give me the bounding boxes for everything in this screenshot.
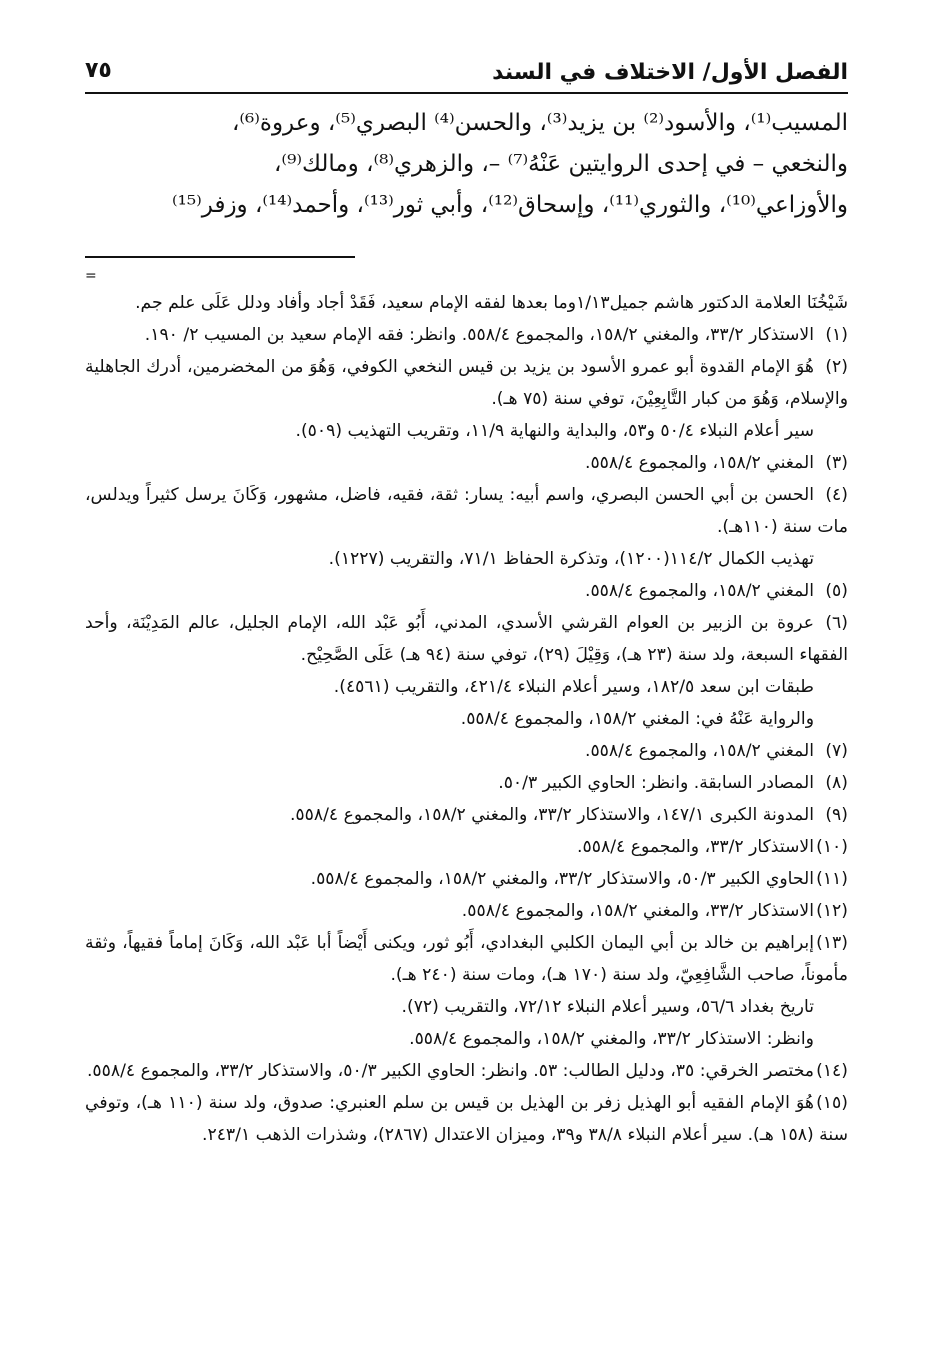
footnote-reference: تاريخ بغداد ٥٦/٦، وسير أعلام النبلاء ٧٢/١٢، والتقريب (٧٢).: [401, 997, 814, 1017]
footnote-reference: والرواية عَنْهُ في: المغني ١٥٨/٢، والمجموع ٥٥٨/٤.: [460, 709, 814, 729]
footnote-number: (٦): [825, 613, 848, 633]
main-text: [85, 103, 848, 226]
footnote-number: (١٣): [816, 933, 848, 953]
footnote-reference: سير أعلام النبلاء ٥٠/٤ و٥٣، والبداية والنهاية ١١/٩، وتقريب التهذيب (٥٠٩).: [295, 421, 814, 441]
footnote-body: المغني ١٥٨/٢، والمجموع ٥٥٨/٤.: [584, 453, 814, 473]
footnote-number: (٨): [825, 773, 848, 793]
footnote-body: عروة بن الزبير بن العوام القرشي الأسدي، المدني، أَبُو عَبْد الله، الإمام الجليل، عالم المَدِيْنَة، وأحد الفقهاء السبعة، ولد سنة (٢٣ هـ)، وَقِيْلَ (٢٩)، توفي سنة (٩٤ هـ) عَلَى الصَّحِيْح.: [85, 613, 848, 665]
footnote-body: الاستذكار ٣٣/٢، والمجموع ٥٥٨/٤.: [577, 837, 814, 857]
footnote-item: [85, 863, 848, 895]
footnote-body: الحسن بن أبي الحسن البصري، واسم أبيه: يسار: ثقة، فقيه، فاضل، مشهور، وَكَانَ يرسل كثيراً ويدلس، مات سنة (١١٠هـ).: [85, 485, 848, 537]
footnote-body: المدونة الكبرى ١٤٧/١، والاستذكار ٣٣/٢، والمغني ١٥٨/٢، والمجموع ٥٥٨/٤.: [289, 805, 814, 825]
footnote-number: (١٢): [816, 901, 848, 921]
footnote-text: [85, 447, 848, 479]
footnote-body: الاستذكار ٣٣/٢، والمغني ١٥٨/٢، والمجموع ٥٥٨/٤.: [461, 901, 814, 921]
footnote-number: (١٥): [816, 1093, 848, 1113]
footnote-body: إبراهيم بن خالد بن أبي اليمان الكلبي البغدادي، أَبُو ثور، ويكنى أَيْضاً أبا عَبْد الله، وَكَانَ إماماً فقيهاً، وثقة مأموناً، صاحب الشَّافِعِيّ، ولد سنة (١٧٠ هـ)، ومات سنة (٢٤٠ هـ).: [85, 933, 848, 985]
footnote-item: [85, 1055, 848, 1087]
footnote-reference: تهذيب الكمال ١١٤/٢(١٢٠٠)، وتذكرة الحفاظ ٧١/١، والتقريب (١٢٢٧).: [328, 549, 814, 569]
footnote-text: [85, 895, 848, 927]
footnote-text: [85, 927, 848, 991]
footnote-number: (٣): [825, 453, 848, 473]
footnote-body: هُوَ الإمام القدوة أبو عمرو الأسود بن يزيد بن قيس النخعي الكوفي، وَهُوَ من المخضرمين، أدرك الجاهلية والإسلام، وَهُوَ من كبار التَّابِعِيْنَ، توفي سنة (٧٥ هـ).: [85, 357, 848, 409]
footnote-item: [85, 575, 848, 607]
footnote-body: مختصر الخرقي: ٣٥، ودليل الطالب: ٥٣. وانظر: الحاوي الكبير ٥٠/٣، والاستذكار ٣٣/٢، والمجموع ٥٥٨/٤.: [86, 1061, 814, 1081]
footnote-item: [85, 1087, 848, 1151]
page-number: ٧٥: [85, 58, 112, 83]
footnote-number: (٤): [825, 485, 848, 505]
footnote-text: [85, 1087, 848, 1151]
footnote-reference: وانظر: الاستذكار ٣٣/٢، والمغني ١٥٨/٢، والمجموع ٥٥٨/٤.: [409, 1029, 814, 1049]
footnote-text: [85, 863, 848, 895]
footnote-item: [85, 607, 848, 735]
page-header: [85, 58, 848, 94]
footnote-item: [85, 351, 848, 447]
footnote-body: المغني ١٥٨/٢، والمجموع ٥٥٨/٤.: [584, 741, 814, 761]
footnote-text: [85, 799, 848, 831]
footnote-number: (٥): [825, 581, 848, 601]
footnote-number: (١٤): [816, 1061, 848, 1081]
footnote-body: الاستذكار ٣٣/٢، والمغني ١٥٨/٢، والمجموع ٥٥٨/٤. وانظر: فقه الإمام سعيد بن المسيب ٢/ ١٩٠.: [144, 325, 814, 345]
footnote-text: [85, 1055, 848, 1087]
footnote-body: الحاوي الكبير ٥٠/٣، والاستذكار ٣٣/٢، والمغني ١٥٨/٢، والمجموع ٥٥٨/٤.: [310, 869, 814, 889]
footnote-item: [85, 799, 848, 831]
main-text-line: والنخعي – في إحدى الروايتين عَنْهُ⁽⁷⁾ –، والزهري⁽⁸⁾، ومالك⁽⁹⁾،: [274, 151, 848, 177]
footnote-item: [85, 319, 848, 351]
footnote-number: (١): [825, 325, 848, 345]
footnote-item: [85, 447, 848, 479]
footnote-text: [85, 607, 848, 671]
footnotes: [85, 287, 848, 1151]
footnote-text: [85, 479, 848, 543]
footnote-reference: طبقات ابن سعد ١٨٢/٥، وسير أعلام النبلاء ٤٢١/٤، والتقريب (٤٥٦١).: [333, 677, 814, 697]
main-text-line: المسيب⁽¹⁾، والأسود⁽²⁾ بن يزيد⁽³⁾، والحسن⁽⁴⁾ البصري⁽⁵⁾، وعروة⁽⁶⁾،: [231, 110, 848, 136]
footnote-text: [85, 351, 848, 415]
footnote-list: [85, 319, 848, 1151]
main-text-line: والأوزاعي⁽¹⁰⁾، والثوري⁽¹¹⁾، وإسحاق⁽¹²⁾، وأبي ثور⁽¹³⁾، وأحمد⁽¹⁴⁾، وزفر⁽¹⁵⁾: [172, 192, 848, 218]
footnote-item: [85, 767, 848, 799]
footnote-number: (٩): [825, 805, 848, 825]
footnote-item: [85, 895, 848, 927]
footnote-item: [85, 927, 848, 1055]
footnote-body: المصادر السابقة. وانظر: الحاوي الكبير ٥٠/٣.: [498, 773, 814, 793]
footnote-text: [85, 575, 848, 607]
footnote-continuation: شَيْخُنَا العلامة الدكتور هاشم جميل١/١٣وما بعدها لفقه الإمام سعيد، فَقَدْ أجاد وأفاد ودلل عَلَى علم جم.: [135, 293, 848, 313]
footnote-text: [85, 831, 848, 863]
footnote-body: هُوَ الإمام الفقيه أبو الهذيل زفر بن الهذيل بن قيس بن سلم العنبري: صدوق، ولد سنة (١١٠ هـ)، وتوفي سنة (١٥٨ هـ). سير أعلام النبلاء ٣٨/٨ و٣٩، وميزان الاعتدال (٢٨٦٧)، وشذرات الذهب ٢٤٣/١.: [85, 1093, 848, 1145]
footnote-number: (٧): [825, 741, 848, 761]
footnote-number: (١١): [816, 869, 848, 889]
footnote-text: [85, 735, 848, 767]
footnote-text: [85, 767, 848, 799]
chapter-title: الفصل الأول/ الاختلاف في السند: [492, 60, 848, 85]
footnote-number: (١٠): [816, 837, 848, 857]
footnote-number: (٢): [825, 357, 848, 377]
footnote-item: [85, 479, 848, 575]
footnote-separator: [85, 256, 355, 258]
footnote-item: [85, 735, 848, 767]
footnote-body: المغني ١٥٨/٢، والمجموع ٥٥٨/٤.: [584, 581, 814, 601]
continuation-mark: =: [85, 268, 97, 284]
footnote-text: [85, 319, 848, 351]
footnote-item: [85, 831, 848, 863]
